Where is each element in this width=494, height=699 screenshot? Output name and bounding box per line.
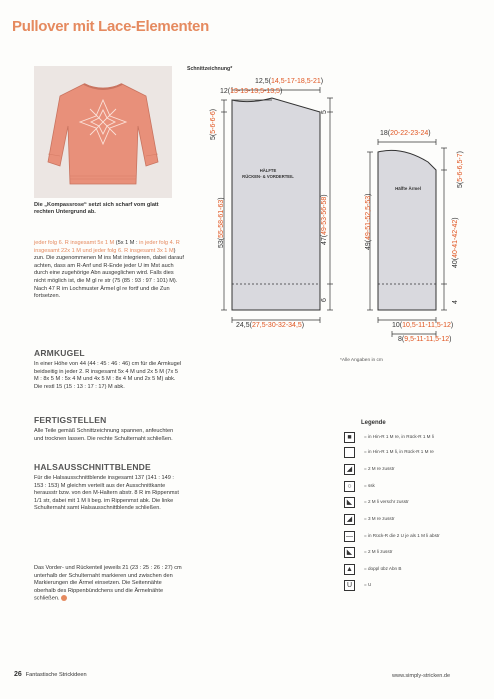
end-mark-icon xyxy=(61,595,67,601)
rib-body-label: 6 xyxy=(321,298,328,302)
schnitt-title: Schnittzeichnung* xyxy=(187,66,233,72)
neck-width-label: 12(13-13-13,5-13,5) xyxy=(220,88,283,95)
bottom-width-label: 24,5(27,5-30-32-34,5) xyxy=(236,322,305,329)
legend-symbol-icon: — xyxy=(346,533,353,540)
legend-title: Legende xyxy=(361,420,386,426)
body-label-2: RÜCKEN- & VORDERTEIL xyxy=(242,174,294,179)
hals-heading: HALSAUSSCHNITTBLENDE xyxy=(34,462,151,472)
legend-symbol-icon: ▲ xyxy=(344,564,355,575)
hals-text: Für die Halsausschnittblende insgesamt 137 (141 : 149 : 153 : 153) M gleichm verteilt aus der Ausschnittkante herausstr bzw. von den M-Haltern abstr. 8 R im Rippenmst 1/1 str, dabei mit 1 M li beg. im Rippenmst abk. Die linke Schulternaht samt Halsausschnittblende schließen. xyxy=(34,475,179,512)
sweater-illustration xyxy=(34,66,172,198)
body-height-label: 53(55-58-61-63) xyxy=(218,197,225,248)
pattern-diagram xyxy=(180,72,480,362)
sleeve-cap-label: 5(5-6-6,5-7) xyxy=(457,151,464,188)
final-text-content: Das Vorder- und Rückenteil jeweils 21 (23 : 25 : 26 : 27) cm unterhalb der Schulternaht markieren und zwischen den Markierungen die Ärmel einsetzen. Die Seitennähte oberhalb des Rippenbündchens und die Ärmelnähte schließen. xyxy=(34,565,182,602)
sleeve-bottom1-label: 10(10,5-11-11,5-12) xyxy=(392,322,454,329)
text-run: in jeder folg 4. R insgesamt 22x 1 M und jeder folg 6. R insgesamt xyxy=(34,240,180,254)
sleeve-bottom2-label: 8(9,5-11-11,5-12) xyxy=(398,336,452,343)
final-text xyxy=(34,565,184,603)
legend-symbol-icon: U xyxy=(344,580,355,591)
legend-item: — = in Rück-R die 2 U je als 1 M li abstr xyxy=(346,533,440,540)
legend-item: ◣ = 2 M li verschr zusstr xyxy=(344,497,474,508)
side-height-label: 47(49-53-56-58) xyxy=(321,194,328,245)
armkugel-heading: ARMKUGEL xyxy=(34,348,85,358)
legend-item: = in Hin-R 1 M li, in Rück-R 1 M re xyxy=(344,447,474,458)
rib-sleeve-label: 4 xyxy=(452,300,459,304)
sleeve-top-label: 18(20-22-23-24) xyxy=(380,130,431,137)
text-run: jeder folg 6. R insgesamt 5x 1 M xyxy=(34,240,116,246)
fertig-text: Alle Teile gemäß Schnittzeichnung spannen, anfeuchten und trocknen lassen. Die rechte Schulternaht schließen. xyxy=(34,428,174,442)
armkugel-text: In einer Höhe von 44 (44 : 45 : 46 : 46) cm für die Armkugel beidseitig in jeder 2. R insgesamt 5x 4 M und 2x 5 M (7x 5 M : 8x 5 M : 5x 4 M und 4x 5 M : 8x 4 M und 2x 5 M) abk. Die restl 15 (15 : 13 : 17 : 17) M abk. xyxy=(34,361,182,390)
legend-item: ◣ = 2 M li zusstr xyxy=(344,547,474,558)
fertig-heading: FERTIGSTELLEN xyxy=(34,415,107,425)
instructions-paragraph xyxy=(34,240,184,301)
body-piece xyxy=(232,98,320,310)
text-run: ) zun. Die zugenommenen M ins Mst integrieren, dabei darauf achten, dass am R-Anf und R-Ende jeder U im Mst auch durch eine zugehörige Abn ausgeglichen wird. Falls dies nicht möglich ist, die M gl re str (75 (85 : 93 : 97 : 101) M). Nach 47 R im Lochmuster Ärmel gl re fortf und die Zun fortsetzen. xyxy=(34,247,184,300)
legend-symbol-icon xyxy=(344,447,355,458)
magazine-name: Fantastische Strickideen xyxy=(25,672,87,678)
sleeve-piece xyxy=(378,150,436,310)
legend-symbol-icon: ■ xyxy=(344,432,355,443)
sweater-photo xyxy=(34,66,172,198)
neck-depth-label: 5 xyxy=(321,110,328,114)
shoulder-drop-label: 5(5-6-6-6) xyxy=(210,108,217,140)
legend-symbol-icon: ○ xyxy=(344,481,355,492)
page-title: Pullover mit Lace-Elementen xyxy=(12,18,209,35)
legend-symbol-icon: ◣ xyxy=(344,497,355,508)
text-run: 3x 1 M xyxy=(156,247,174,254)
page-number: 26 xyxy=(14,671,22,678)
legend-item: ◢ = 2 M re zusstr xyxy=(344,464,474,475)
text-run: (5x 1 M : xyxy=(115,240,140,246)
legend-symbol-icon: ◢ xyxy=(344,464,355,475)
legend-item: ▲ = doppl übz Abn B xyxy=(344,564,474,575)
top-width-label: 12,5(14,5-17-18,5-21) xyxy=(255,78,324,85)
legend-item: U = U xyxy=(344,580,474,591)
legend-item: ◢ = 3 M re zusstr xyxy=(344,514,474,525)
body-label-1: HÄLFTE xyxy=(259,168,277,173)
sleeve-label: Hälfte Ärmel xyxy=(395,186,421,191)
measurement-note: *Alle Angaben in cm xyxy=(340,358,383,363)
legend-symbol-icon: ◢ xyxy=(344,514,355,525)
footer-url[interactable]: www.simply-stricken.de xyxy=(392,673,451,679)
sleeve-height-label: 49(49-51-52,5-53) xyxy=(365,193,372,250)
legend-item: ■ = in Hin-R 1 M re, in Rück-R 1 M li xyxy=(344,432,474,443)
legend-symbol-icon: ◣ xyxy=(344,547,355,558)
sleeve-length-label: 40(40-41-42-42) xyxy=(452,217,459,268)
footer-left xyxy=(14,671,87,678)
legend-item: ○ = ssk xyxy=(344,481,474,492)
photo-caption: Die „Kompassrose“ setzt sich scharf vom glatt rechten Untergrund ab. xyxy=(34,202,159,215)
